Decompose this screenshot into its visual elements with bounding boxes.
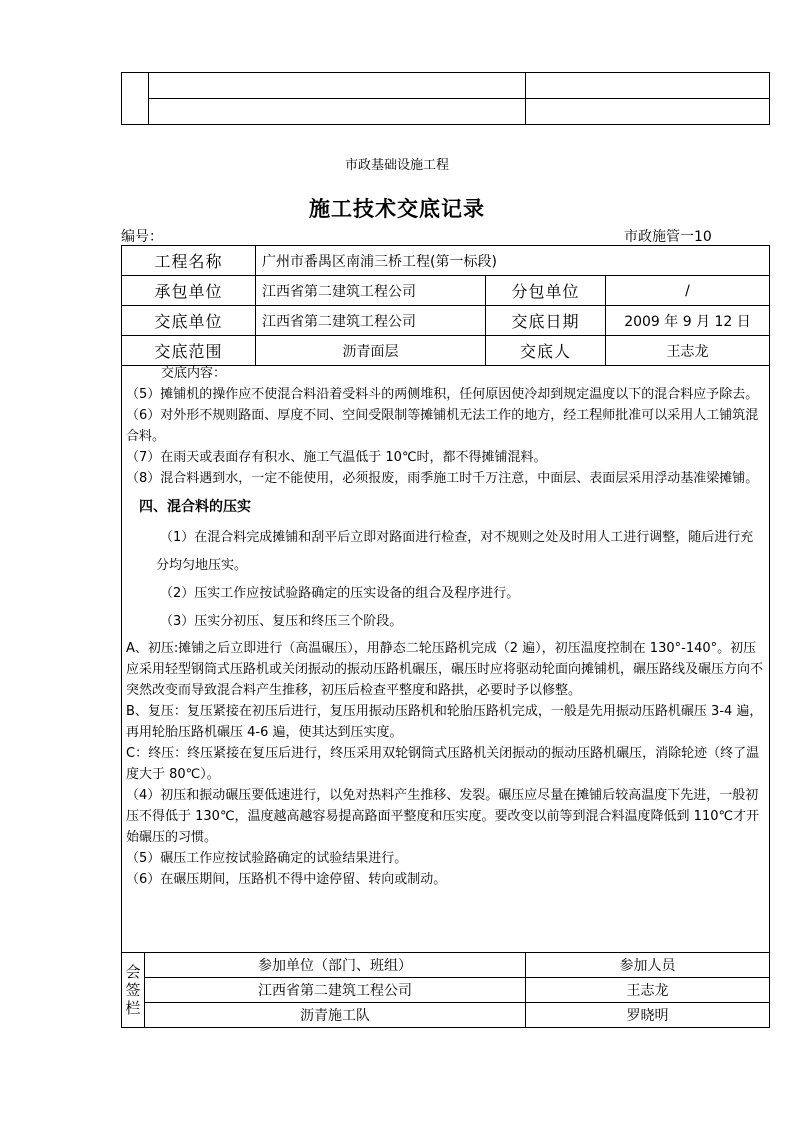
previous-page-table-fragment: [121, 72, 770, 125]
sign-person: 王志龙: [526, 978, 770, 1003]
scope-value: 沥青面层: [256, 336, 486, 366]
handover-unit-value: 江西省第二建筑工程公司: [256, 306, 486, 336]
number-value: 市政施管一10: [624, 229, 712, 245]
content-paragraph: （8）混合料遇到水，一定不能使用，必须报废，雨季施工时千万注意，中面层、表面层采用浮动基准梁摊铺。: [126, 471, 759, 486]
content-paragraph: （6）在碾压期间，压路机不得中途停留、转向或制动。: [126, 872, 447, 887]
project-name-label: 工程名称: [122, 246, 256, 276]
content-paragraph: A、初压:摊铺之后立即进行（高温碾压），用静态二轮压路机完成（2 遍），初压温度控制在 130°-140°。初压应采用轻型钢筒式压路机或关闭振动的振动压路机碾压，碾压时应将驱动轮面向摊铺机，碾压路线及碾压方向不突然改变而导致混合料产生推移，初压后检查平整度和路拱，必要时予以修整。: [126, 641, 764, 698]
content-paragraph: （5）碾压工作应按试验路确定的试验结果进行。: [126, 851, 408, 866]
sign-header-unit: 参加单位（部门、班组）: [145, 953, 526, 978]
content-paragraph: （2）压实工作应按试验路确定的压实设备的组合及程序进行。: [160, 586, 520, 601]
sign-table: [121, 952, 770, 1028]
sign-header-people: 参加人员: [526, 953, 770, 978]
sign-side-label: 会签栏: [122, 953, 145, 1028]
content-paragraph: （7）在雨天或表面存有积水、施工气温低于 10℃时，都不得摊铺混料。: [126, 450, 547, 465]
scope-label: 交底范围: [122, 336, 256, 366]
subcontractor-label: 分包单位: [486, 276, 606, 306]
project-info-table: [121, 245, 770, 366]
handover-date-value: 2009 年 9 月 12 日: [606, 306, 770, 336]
contractor-label: 承包单位: [122, 276, 256, 306]
sign-unit: 江西省第二建筑工程公司: [145, 978, 526, 1003]
number-label: 编号：: [121, 229, 163, 245]
handover-unit-label: 交底单位: [122, 306, 256, 336]
fragment-cell: [526, 99, 770, 125]
handover-content: [121, 363, 770, 952]
sign-person: 罗晓明: [526, 1003, 770, 1028]
content-paragraph: C：终压：终压紧接在复压后进行，终压采用双轮钢筒式压路机关闭振动的振动压路机碾压，消除轮迹（终了温度大于 80℃）。: [126, 746, 760, 782]
sign-unit: 沥青施工队: [145, 1003, 526, 1028]
contractor-value: 江西省第二建筑工程公司: [256, 276, 486, 306]
document-title: 施工技术交底记录: [309, 196, 485, 221]
handover-person-value: 王志龙: [606, 336, 770, 366]
fragment-cell: [149, 99, 526, 125]
fragment-cell: [149, 73, 526, 99]
content-paragraph: （3）压实分初压、复压和终压三个阶段。: [160, 614, 403, 629]
content-paragraph: （1）在混合料完成摊铺和刮平后立即对路面进行检查，对不规则之处及时用人工进行调整，随后进行充分均匀地压实。: [156, 530, 754, 573]
fragment-side-cell: [122, 73, 149, 125]
content-paragraph: （4）初压和振动碾压要低速进行，以免对热料产生推移、发裂。碾压应尽量在摊铺后较高温度下先进，一般初压不得低于 130℃，温度越高越容易提高路面平整度和压实度。要改变以前等到混合料温度降低到 110℃才开始碾压的习惯。: [126, 788, 760, 845]
fragment-cell: [526, 73, 770, 99]
section-heading: 四、混合料的压实: [139, 499, 251, 515]
content-paragraph: （5）摊铺机的操作应不使混合料沿着受料斗的两侧堆积，任何原因使冷却到规定温度以下的混合料应予除去。: [126, 387, 759, 402]
handover-date-label: 交底日期: [486, 306, 606, 336]
document-subtitle: 市政基础设施工程: [344, 158, 449, 173]
subcontractor-value: /: [606, 276, 770, 306]
content-paragraph: B、复压：复压紧接在初压后进行，复压用振动压路机和轮胎压路机完成，一般是先用振动压路机碾压 3-4 遍，再用轮胎压路机碾压 4-6 遍，使其达到压实度。: [126, 704, 763, 740]
content-label: 交底内容：: [161, 366, 227, 381]
project-name-value: 广州市番禺区南浦三桥工程(第一标段): [256, 246, 770, 276]
handover-person-label: 交底人: [486, 336, 606, 366]
content-paragraph: （6）对外形不规则路面、厚度不同、空间受限制等摊铺机无法工作的地方，经工程师批准可以采用人工铺筑混合料。: [126, 408, 759, 444]
